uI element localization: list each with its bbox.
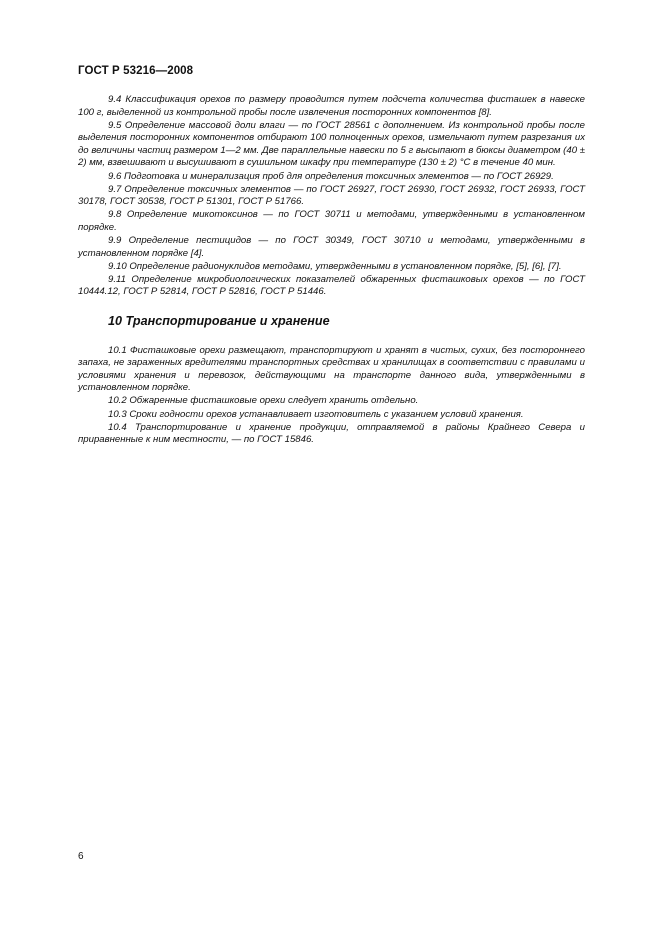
paragraph-9-7: 9.7 Определение токсичных элементов — по ГОСТ 26927, ГОСТ 26930, ГОСТ 26932, ГОСТ 26933, ГОСТ 30178, ГОСТ 30538, ГОСТ Р 51301, ГОСТ Р 51766. <box>78 183 585 208</box>
paragraph-10-2: 10.2 Обжаренные фисташковые орехи следует хранить отдельно. <box>108 395 419 407</box>
paragraph-9-10: 9.10 Определение радионуклидов методами, утвержденными в установленном порядке, [5], [6], [7]. <box>108 260 562 272</box>
paragraph-9-8: 9.8 Определение микотоксинов — по ГОСТ 30711 и методами, утвержденными в установленном порядке. <box>78 209 585 233</box>
paragraph-10-4: 10.4 Транспортирование и хранение продукции, отправляемой в районы Крайнего Севера и приравненные к ним местности, — по ГОСТ 15846. <box>78 421 585 446</box>
paragraph-9-9: 9.9 Определение пестицидов — по ГОСТ 30349, ГОСТ 30710 и методами, утвержденными в установленном порядке [4]. <box>78 235 585 259</box>
paragraph-9-5: 9.5 Определение массовой доли влаги — по ГОСТ 28561 с дополнением. Из контрольной пробы после выделения посторонних компонентов отбирают 100 полноценных орехов, измельчают путем разрезания их до величины частиц размером 1—2 мм. Две параллельные навески по 5 г высыпают в бюксы диаметром (40 ± 2) мм, взвешивают и высушивают в сушильном шкафу при температуре (130 ± 2) °С в течение 40 мин. <box>78 119 585 169</box>
document-body <box>78 94 585 447</box>
paragraph-9-6: 9.6 Подготовка и минерализация проб для определения токсичных элементов — по ГОСТ 26929. <box>108 170 554 182</box>
page-number: 6 <box>78 851 84 862</box>
paragraph-9-11: 9.11 Определение микробиологических показателей обжаренных фисташковых орехов — по ГОСТ 10444.12, ГОСТ Р 52814, ГОСТ Р 52816, ГОСТ Р 51446. <box>78 273 585 298</box>
standard-designation: ГОСТ Р 53216—2008 <box>78 65 194 77</box>
paragraph-10-3: 10.3 Сроки годности орехов устанавливает изготовитель с указанием условий хранения. <box>108 408 524 420</box>
paragraph-10-1: 10.1 Фисташковые орехи размещают, транспортируют и хранят в чистых, сухих, без постороннего запаха, не зараженных вредителями транспортных средствах и хранилищах в соответствии с правилами и условиями хранения и перевозок, действующими на транспорте данного вида, утвержденными в установленном порядке. <box>78 344 585 394</box>
section-10-heading: 10 Транспортирование и хранение <box>108 314 330 328</box>
paragraph-9-4: 9.4 Классификация орехов по размеру проводится путем подсчета количества фисташек в навеске 100 г, выделенной из контрольной пробы после извлечения посторонних компонентов [8]. <box>78 94 585 118</box>
